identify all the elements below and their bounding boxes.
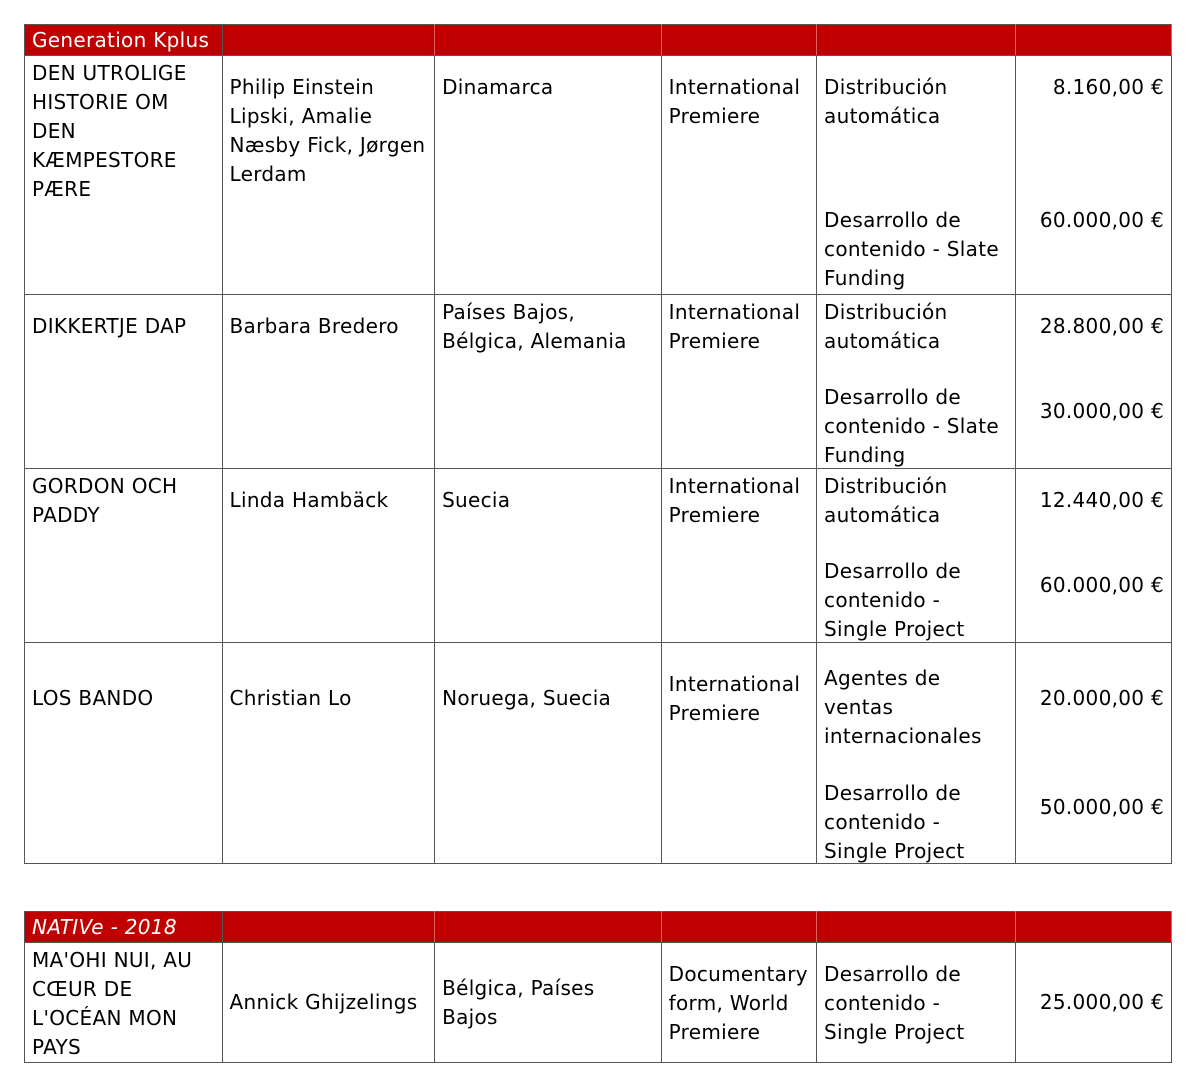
funding-amount: 50.000,00 € (1039, 795, 1164, 819)
section-header-row (25, 25, 1172, 56)
section-header: Generation Kplus (25, 25, 223, 56)
table-row (25, 56, 1172, 295)
directors: Philip Einstein Lipski, Amalie Næsby Fick, Jørgen Lerdam (222, 56, 435, 295)
section-header: NATIVe - 2018 (25, 912, 223, 943)
funding-amount: 30.000,00 € (1039, 399, 1164, 423)
native-2018-table (24, 911, 1172, 1063)
table-row (25, 943, 1172, 1063)
directors: Christian Lo (222, 643, 435, 864)
funding-amounts (1015, 56, 1171, 295)
funding-amount: 12.440,00 € (1039, 488, 1164, 512)
premiere-status: International Premiere (661, 295, 816, 469)
funding-amount: 28.800,00 € (1039, 314, 1164, 338)
directors: Barbara Bredero (222, 295, 435, 469)
funding-amount: 60.000,00 € (1039, 573, 1164, 597)
funding-types (817, 469, 1016, 643)
film-title: MA'OHI NUI, AU CŒUR DE L'OCÉAN MON PAYS (25, 943, 223, 1063)
directors: Linda Hambäck (222, 469, 435, 643)
premiere-status: International Premiere (661, 469, 816, 643)
table-row (25, 469, 1172, 643)
countries: Dinamarca (435, 56, 662, 295)
premiere-status: International Premiere (661, 643, 816, 864)
premiere-status: Documentary form, World Premiere (661, 943, 816, 1063)
table-row (25, 643, 1172, 864)
funding-amount: 20.000,00 € (1039, 686, 1164, 710)
funding-amount: 8.160,00 € (1052, 75, 1164, 99)
funding-type: Distribución automática (824, 75, 948, 128)
film-title: GORDON OCH PADDY (25, 469, 223, 643)
funding-amounts (1015, 469, 1171, 643)
funding-types (817, 643, 1016, 864)
funding-type: Agentes de ventas internacionales (824, 666, 982, 748)
premiere-status: International Premiere (661, 56, 816, 295)
funding-amounts (1015, 643, 1171, 864)
funding-type: Desarrollo de contenido - Slate Funding (824, 208, 999, 290)
funding-type: Distribución automática (824, 300, 948, 353)
generation-kplus-table (24, 24, 1172, 864)
countries: Bélgica, Países Bajos (435, 943, 662, 1063)
film-title: DIKKERTJE DAP (25, 295, 223, 469)
film-title: LOS BANDO (25, 643, 223, 864)
funding-amounts (1015, 295, 1171, 469)
directors: Annick Ghijzelings (222, 943, 435, 1063)
funding-amount: 60.000,00 € (1039, 208, 1164, 232)
film-title: DEN UTROLIGE HISTORIE OM DEN KÆMPESTORE PÆRE (25, 56, 223, 295)
section-header-row (25, 912, 1172, 943)
funding-type: Desarrollo de contenido - Single Project (824, 781, 965, 863)
funding-types (817, 56, 1016, 295)
funding-type: Desarrollo de contenido - Single Project (824, 559, 965, 641)
table-row (25, 295, 1172, 469)
funding-type: Distribución automática (824, 474, 948, 527)
funding-types (817, 295, 1016, 469)
countries: Noruega, Suecia (435, 643, 662, 864)
funding-amount: 25.000,00 € (1015, 943, 1171, 1063)
countries: Suecia (435, 469, 662, 643)
funding-type: Desarrollo de contenido - Slate Funding (824, 385, 999, 467)
countries: Países Bajos, Bélgica, Alemania (435, 295, 662, 469)
funding-type: Desarrollo de contenido - Single Project (817, 943, 1016, 1063)
